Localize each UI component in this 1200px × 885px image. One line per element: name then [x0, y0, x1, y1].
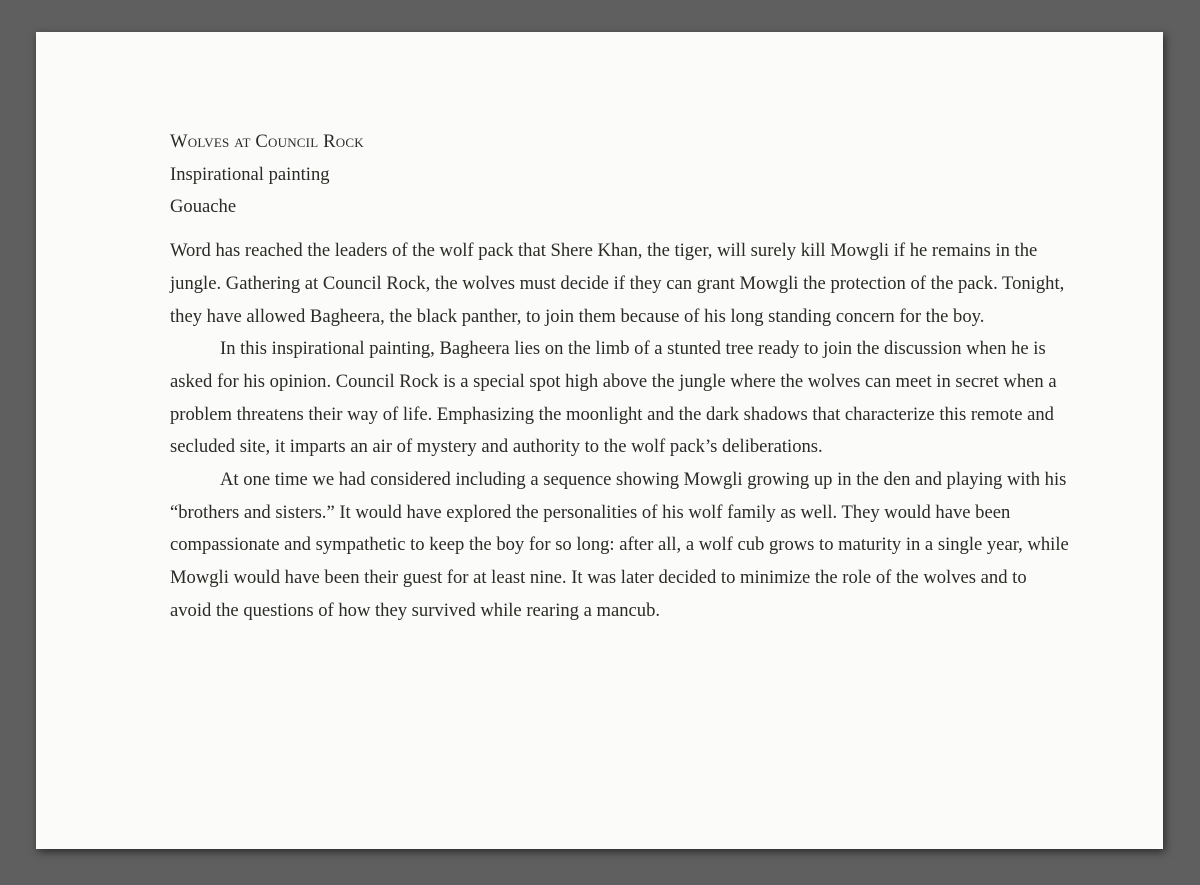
artwork-medium: Gouache: [170, 196, 237, 218]
body-paragraph-1: Word has reached the leaders of the wolf pack that Shere Khan, the tiger, will surely kill Mowgli if he remains in the jungle. Gathering at Council Rock, the wolves must decide if they can grant Mowgli the protection of the pack. Tonight, they have allowed Bagheera, the black panther, to join them because of his long standing concern for the boy.: [170, 240, 1065, 327]
body-paragraph-3: At one time we had considered including a sequence showing Mowgli growing up in the den and playing with his “brothers and sisters.” It would have explored the personalities of his wolf family as well. They would have been compassionate and sympathetic to keep the boy for so long: after all, a wolf cub grows to maturity in a single year, while Mowgli would have been their guest for at least nine. It was later decided to minimize the role of the wolves and to avoid the questions of how they survived while rearing a mancub.: [170, 469, 1069, 621]
text-block: [170, 126, 1070, 628]
artwork-title: Wolves at Council Rock: [170, 131, 364, 152]
artwork-caption: [170, 126, 1070, 224]
body-paragraph-2: In this inspirational painting, Bagheera lies on the limb of a stunted tree ready to join the discussion when he is asked for his opinion. Council Rock is a special spot high above the jungle where the wolves can meet in secret when a problem threatens their way of life. Emphasizing the moonlight and the dark shadows that characterize this remote and secluded site, it imparts an air of mystery and authority to the wolf pack’s deliberations.: [170, 338, 1057, 458]
artwork-subtitle: Inspirational painting: [170, 163, 330, 185]
document-page: [36, 32, 1163, 849]
